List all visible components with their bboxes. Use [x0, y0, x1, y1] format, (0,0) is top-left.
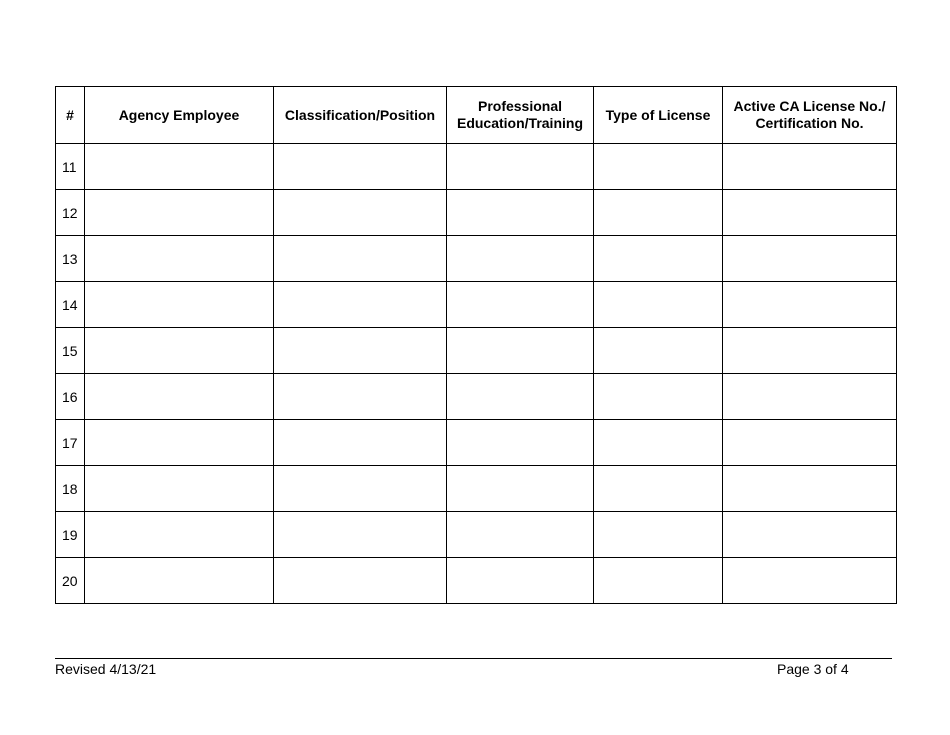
- professional-education-cell[interactable]: [447, 466, 594, 512]
- license-number-cell[interactable]: [723, 558, 897, 604]
- license-number-cell[interactable]: [723, 374, 897, 420]
- header-number: #: [56, 87, 85, 144]
- agency-employee-cell[interactable]: [85, 282, 274, 328]
- agency-employee-cell[interactable]: [85, 558, 274, 604]
- professional-education-cell[interactable]: [447, 374, 594, 420]
- type-of-license-cell[interactable]: [594, 144, 723, 190]
- license-number-cell[interactable]: [723, 328, 897, 374]
- table-row: [56, 190, 897, 236]
- classification-position-cell[interactable]: [274, 466, 447, 512]
- license-number-cell[interactable]: [723, 420, 897, 466]
- professional-education-cell[interactable]: [447, 282, 594, 328]
- type-of-license-cell[interactable]: [594, 282, 723, 328]
- page-number: Page 3 of 4: [777, 661, 849, 677]
- row-number: 16: [56, 374, 85, 420]
- type-of-license-cell[interactable]: [594, 466, 723, 512]
- professional-education-cell[interactable]: [447, 144, 594, 190]
- header-classification-position: Classification/Position: [274, 87, 447, 144]
- license-number-cell[interactable]: [723, 190, 897, 236]
- professional-education-cell[interactable]: [447, 236, 594, 282]
- row-number: 19: [56, 512, 85, 558]
- personnel-license-table: [55, 86, 897, 604]
- row-number: 13: [56, 236, 85, 282]
- classification-position-cell[interactable]: [274, 420, 447, 466]
- type-of-license-cell[interactable]: [594, 374, 723, 420]
- professional-education-cell[interactable]: [447, 558, 594, 604]
- classification-position-cell[interactable]: [274, 144, 447, 190]
- agency-employee-cell[interactable]: [85, 144, 274, 190]
- row-number: 11: [56, 144, 85, 190]
- table-header-row: [56, 87, 897, 144]
- type-of-license-cell[interactable]: [594, 558, 723, 604]
- header-license-certification-no: Active CA License No./ Certification No.: [723, 87, 897, 144]
- agency-employee-cell[interactable]: [85, 190, 274, 236]
- revision-date: Revised 4/13/21: [55, 661, 157, 677]
- table-row: [56, 282, 897, 328]
- classification-position-cell[interactable]: [274, 328, 447, 374]
- agency-employee-cell[interactable]: [85, 236, 274, 282]
- header-agency-employee: Agency Employee: [85, 87, 274, 144]
- classification-position-cell[interactable]: [274, 236, 447, 282]
- table-row: [56, 236, 897, 282]
- table-row: [56, 420, 897, 466]
- type-of-license-cell[interactable]: [594, 328, 723, 374]
- table-row: [56, 144, 897, 190]
- agency-employee-cell[interactable]: [85, 466, 274, 512]
- license-number-cell[interactable]: [723, 144, 897, 190]
- license-number-cell[interactable]: [723, 466, 897, 512]
- row-number: 15: [56, 328, 85, 374]
- table-row: [56, 374, 897, 420]
- professional-education-cell[interactable]: [447, 190, 594, 236]
- classification-position-cell[interactable]: [274, 512, 447, 558]
- row-number: 14: [56, 282, 85, 328]
- classification-position-cell[interactable]: [274, 374, 447, 420]
- type-of-license-cell[interactable]: [594, 190, 723, 236]
- table-row: [56, 512, 897, 558]
- row-number: 12: [56, 190, 85, 236]
- license-number-cell[interactable]: [723, 512, 897, 558]
- classification-position-cell[interactable]: [274, 190, 447, 236]
- agency-employee-cell[interactable]: [85, 374, 274, 420]
- license-number-cell[interactable]: [723, 236, 897, 282]
- professional-education-cell[interactable]: [447, 328, 594, 374]
- table-row: [56, 466, 897, 512]
- type-of-license-cell[interactable]: [594, 512, 723, 558]
- classification-position-cell[interactable]: [274, 282, 447, 328]
- row-number: 17: [56, 420, 85, 466]
- type-of-license-cell[interactable]: [594, 236, 723, 282]
- table-row: [56, 558, 897, 604]
- header-type-of-license: Type of License: [594, 87, 723, 144]
- agency-employee-cell[interactable]: [85, 512, 274, 558]
- footer-divider: [55, 658, 892, 659]
- header-professional-education: Professional Education/Training: [447, 87, 594, 144]
- professional-education-cell[interactable]: [447, 420, 594, 466]
- professional-education-cell[interactable]: [447, 512, 594, 558]
- table-row: [56, 328, 897, 374]
- type-of-license-cell[interactable]: [594, 420, 723, 466]
- classification-position-cell[interactable]: [274, 558, 447, 604]
- row-number: 20: [56, 558, 85, 604]
- agency-employee-cell[interactable]: [85, 328, 274, 374]
- license-number-cell[interactable]: [723, 282, 897, 328]
- row-number: 18: [56, 466, 85, 512]
- agency-employee-cell[interactable]: [85, 420, 274, 466]
